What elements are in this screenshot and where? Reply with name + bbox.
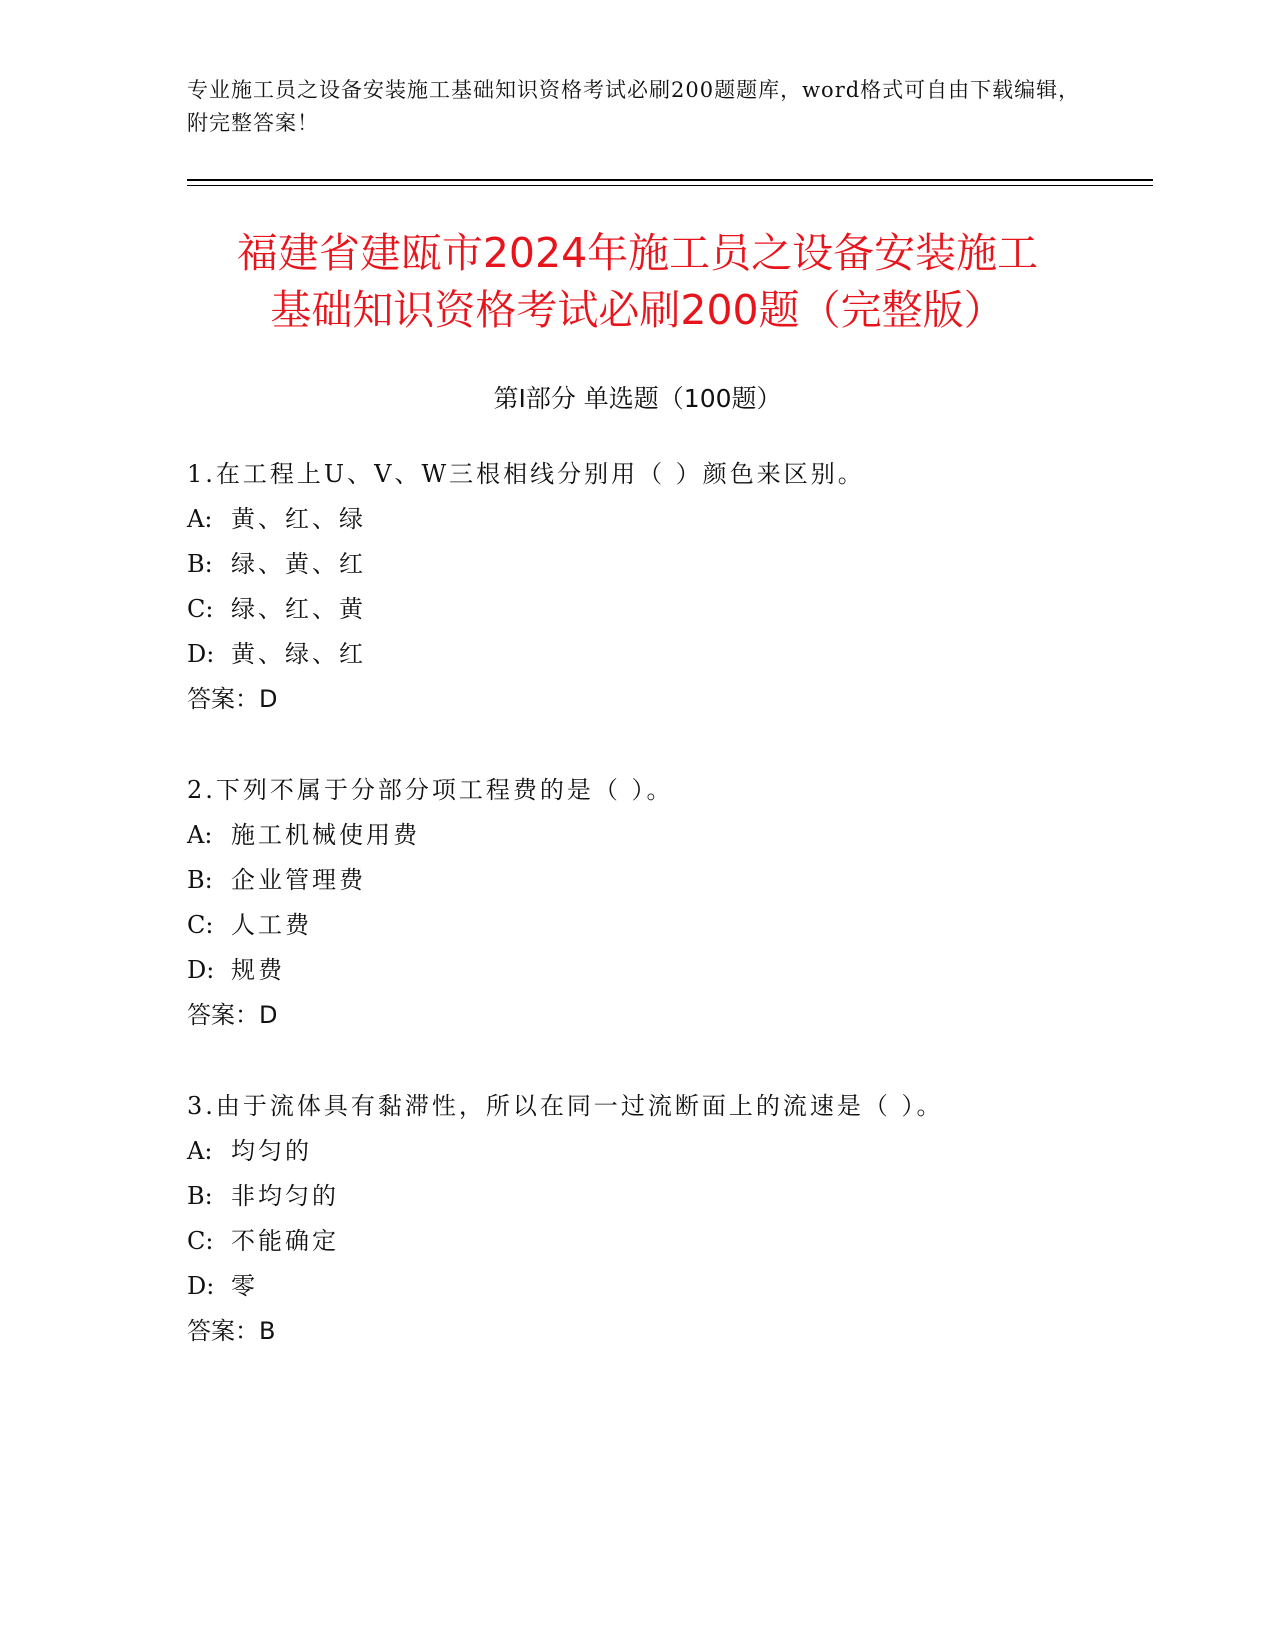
option-text: 均匀的 [231,1137,312,1165]
option-key: A: [187,505,213,533]
option-a [187,813,1147,858]
option-a [187,497,1147,542]
answer: 答案：D [187,1001,278,1029]
option-key: A: [187,821,213,849]
option-text: 绿、黄、红 [231,550,366,578]
header-rule-thick [187,179,1153,181]
option-key: C: [187,595,214,623]
option-key: B: [187,550,213,578]
option-key: D: [187,956,215,984]
question-text: 1.在工程上U、V、W三根相线分别用（ ）颜色来区别。 [187,460,865,488]
question-text: 2.下列不属于分部分项工程费的是（ ）。 [187,776,674,804]
option-text: 人工费 [231,911,312,939]
option-text: 零 [231,1272,258,1300]
question-2 [187,768,1147,1038]
option-d [187,632,1147,677]
document-title-line-2: 基础知识资格考试必刷200题（完整版） [270,286,1005,334]
answer: 答案：D [187,685,278,713]
option-key: B: [187,1182,213,1210]
question-text: 3.由于流体具有黏滞性，所以在同一过流断面上的流速是（ ）。 [187,1092,944,1120]
option-d [187,948,1147,993]
section-heading: 第Ⅰ部分 单选题（100题） [493,384,782,413]
header-rule-thin [187,185,1153,186]
option-b [187,858,1147,903]
option-key: D: [187,1272,215,1300]
option-key: A: [187,1137,213,1165]
option-c [187,903,1147,948]
option-c [187,1219,1147,1264]
option-text: 黄、红、绿 [231,505,366,533]
option-text: 不能确定 [231,1227,339,1255]
option-text: 企业管理费 [231,866,366,894]
header-note: 专业施工员之设备安装施工基础知识资格考试必刷200题题库，word格式可自由下载编辑，附完整答案！ [187,78,1081,135]
document-title-line-1: 福建省建瓯市2024年施工员之设备安装施工 [236,229,1039,277]
option-key: B: [187,866,213,894]
option-key: C: [187,911,214,939]
question-1 [187,452,1147,722]
option-text: 施工机械使用费 [231,821,420,849]
answer: 答案：B [187,1317,276,1345]
option-d [187,1264,1147,1309]
option-text: 绿、红、黄 [231,595,366,623]
option-text: 非均匀的 [231,1182,339,1210]
option-a [187,1129,1147,1174]
option-c [187,587,1147,632]
question-3 [187,1084,1147,1354]
option-b [187,1174,1147,1219]
option-text: 规费 [231,956,285,984]
document-title [150,225,1125,339]
option-text: 黄、绿、红 [231,640,366,668]
option-b [187,542,1147,587]
option-key: D: [187,640,215,668]
option-key: C: [187,1227,214,1255]
